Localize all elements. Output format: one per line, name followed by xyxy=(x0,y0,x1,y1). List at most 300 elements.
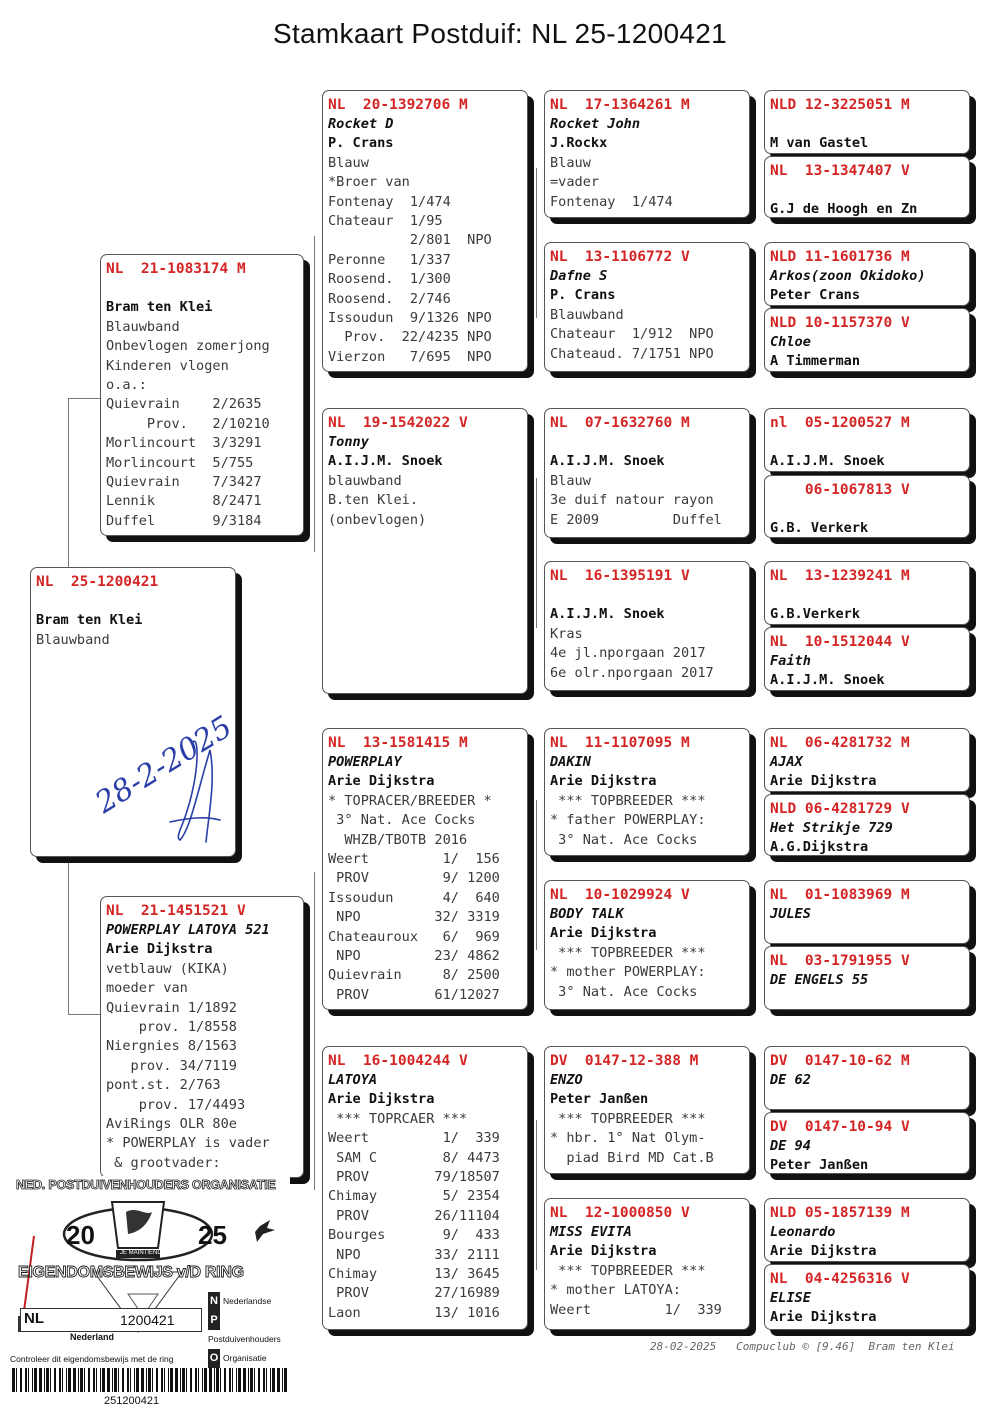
connector-line xyxy=(68,858,69,1014)
npo-letter: N xyxy=(208,1292,220,1311)
pigeon-name: Leonardo xyxy=(770,1224,836,1240)
connector-line xyxy=(68,398,102,399)
info-line: Blauw xyxy=(328,154,369,171)
info-line: Chateauroux 6/ 969 xyxy=(328,928,500,945)
barcode-bar xyxy=(25,1368,27,1392)
info-line: Roosend. 1/300 xyxy=(328,271,451,288)
pigeon-card-gg-1 xyxy=(764,90,970,154)
info-line: *Broer van xyxy=(328,174,410,191)
connector-line xyxy=(536,800,537,950)
pigeon-name: Arkos(zoon Okidoko) xyxy=(770,268,926,284)
info-line: Chateaur 1/95 xyxy=(328,213,443,230)
info-line: Peronne 1/337 xyxy=(328,251,451,268)
pigeon-icon xyxy=(255,1220,275,1242)
ring-number: 1200421 xyxy=(120,1312,175,1328)
info-line: Bourges 9/ 433 xyxy=(328,1227,500,1244)
info-line: Weert 1/ 339 xyxy=(328,1130,500,1147)
barcode-bar xyxy=(73,1368,76,1392)
owner-name: G.B.Verkerk xyxy=(770,606,861,623)
barcode-bar xyxy=(16,1368,17,1392)
owner-name: A Timmerman xyxy=(770,353,861,370)
owner-name: Arie Dijkstra xyxy=(770,1309,877,1326)
info-line: Niergnies 8/1563 xyxy=(106,1038,237,1055)
owner-name: A.I.J.M. Snoek xyxy=(550,453,665,470)
barcode-bar xyxy=(270,1368,271,1392)
info-line: Blauwband xyxy=(36,631,110,648)
info-line: Quievrain 7/3427 xyxy=(106,474,262,491)
pigeon-name: Rocket John xyxy=(550,116,641,132)
owner-name: M van Gastel xyxy=(770,135,869,152)
barcode-bar xyxy=(204,1368,207,1392)
ring-number-header: NLD 06-4281729 V xyxy=(770,801,910,817)
barcode-bar xyxy=(263,1368,265,1392)
owner-name: Arie Dijkstra xyxy=(106,941,213,958)
connector-line xyxy=(536,478,537,628)
info-line: prov. 34/7119 xyxy=(106,1057,237,1074)
barcode-bar xyxy=(238,1368,241,1392)
ring-number-header: DV 0147-12-388 M xyxy=(550,1053,699,1069)
ring-number-header: NL 17-1364261 M xyxy=(550,97,690,113)
npo-logo xyxy=(208,1292,290,1368)
info-line: Issoudun 4/ 640 xyxy=(328,889,500,906)
owner-name: Arie Dijkstra xyxy=(550,925,657,942)
pigeon-name: Rocket D xyxy=(328,116,394,132)
pigeon-card-mother xyxy=(100,896,304,1178)
barcode-bar xyxy=(127,1368,129,1392)
owner-name: Arie Dijkstra xyxy=(550,773,657,790)
barcode-bar xyxy=(96,1368,97,1392)
barcode-bar xyxy=(84,1368,85,1392)
barcode-bar xyxy=(93,1368,95,1392)
connector-line xyxy=(314,872,315,1190)
barcode-bar xyxy=(152,1368,153,1392)
pigeon-name: DE 62 xyxy=(770,1072,811,1088)
ring-number-header: NL 10-1512044 V xyxy=(770,634,910,650)
pigeon-name: POWERPLAY xyxy=(328,754,402,770)
info-line: NPO 32/ 3319 xyxy=(328,909,500,926)
pigeon-card-mm-mother xyxy=(544,1198,750,1330)
owner-name: P. Crans xyxy=(328,135,394,152)
info-line xyxy=(770,586,963,605)
info-line: Duffel 9/3184 xyxy=(106,512,262,529)
info-line: Onbevlogen zomerjong xyxy=(106,338,270,355)
ring-number-header: NL 25-1200421 xyxy=(36,574,159,590)
info-line: Morlincourt 3/3291 xyxy=(106,435,262,452)
info-line: * POWERPLAY is vader xyxy=(106,1135,270,1152)
ring-number-header: NLD 10-1157370 V xyxy=(770,315,910,331)
ring-number-header: 06-1067813 V xyxy=(770,482,910,498)
barcode-bar xyxy=(59,1368,61,1392)
info-line: * father POWERPLAY: xyxy=(550,812,706,829)
info-line: *** TOPBREEDER *** xyxy=(550,1110,706,1127)
info-line: * hbr. 1° Nat Olym- xyxy=(550,1130,706,1147)
barcode-bar xyxy=(175,1368,178,1392)
barcode-bar xyxy=(100,1368,101,1392)
barcode-bar xyxy=(258,1368,260,1392)
info-line: Kras xyxy=(550,625,583,642)
barcode-bar xyxy=(102,1368,105,1392)
certificate-org-name: NED. POSTDUIVENHOUDERS ORGANISATIE xyxy=(16,1178,276,1192)
pigeon-card-gg-9 xyxy=(764,728,970,792)
info-line: Quievrain 2/2635 xyxy=(106,396,262,413)
barcode-bar xyxy=(141,1368,144,1392)
info-line: WHZB/TBOTB 2016 xyxy=(328,831,468,848)
ring-number-header: NL 07-1632760 M xyxy=(550,415,690,431)
certificate-year-left: 20 xyxy=(66,1220,95,1250)
info-line: Laon 13/ 1016 xyxy=(328,1304,500,1321)
info-line xyxy=(550,433,743,452)
pigeon-card-mother-mother xyxy=(322,1046,528,1330)
info-line: Issoudun 9/1326 NPO xyxy=(328,310,492,327)
npo-line: Nederlandse xyxy=(223,1296,272,1306)
barcode-bar xyxy=(164,1368,165,1392)
pigeon-card-gg-14 xyxy=(764,1112,970,1174)
owner-name: Peter Janßen xyxy=(770,1157,869,1174)
npo-line: Organisatie xyxy=(223,1353,267,1363)
barcode-bar xyxy=(88,1368,90,1392)
info-line: Roosend. 2/746 xyxy=(328,290,451,307)
pigeon-card-mf-mother xyxy=(544,880,750,1010)
info-line: 3° Nat. Ace Cocks xyxy=(328,812,476,829)
barcode-bar xyxy=(232,1368,233,1392)
barcode-bar xyxy=(229,1368,231,1392)
barcode-bar xyxy=(195,1368,197,1392)
owner-name: Bram ten Klei xyxy=(106,299,213,316)
ring-number-header: NL 03-1791955 V xyxy=(770,953,910,969)
info-line: Kinderen vlogen xyxy=(106,357,229,374)
ring-number-header: NL 04-4256316 V xyxy=(770,1271,910,1287)
connector-line xyxy=(536,168,537,318)
info-line: NPO 23/ 4862 xyxy=(328,948,500,965)
barcode xyxy=(12,1368,290,1392)
info-line: B.ten Klei. xyxy=(328,492,419,509)
npo-letter: P xyxy=(208,1311,220,1330)
barcode-bar xyxy=(161,1368,163,1392)
info-line: Fontenay 1/474 xyxy=(328,193,451,210)
owner-name: G.B. Verkerk xyxy=(770,520,869,537)
pigeon-card-gg-6 xyxy=(764,475,970,538)
pigeon-card-gg-5 xyxy=(764,408,970,472)
info-line: =vader xyxy=(550,174,600,191)
pigeon-card-gg-15 xyxy=(764,1198,970,1262)
pigeon-card-ff-mother xyxy=(544,242,750,372)
barcode-bar xyxy=(186,1368,187,1392)
barcode-bar xyxy=(148,1368,151,1392)
connector-line xyxy=(314,236,315,552)
barcode-bar xyxy=(224,1368,226,1392)
owner-name: A.G.Dijkstra xyxy=(770,839,869,856)
barcode-bar xyxy=(66,1368,67,1392)
ring-number-header: nl 05-1200527 M xyxy=(770,415,910,431)
pigeon-card-gg-2 xyxy=(764,156,970,218)
ring-number-header: NL 13-1347407 V xyxy=(770,163,910,179)
pigeon-name: Het Strikje 729 xyxy=(770,820,893,836)
pigeon-card-gg-13 xyxy=(764,1046,970,1110)
info-line: * mother POWERPLAY: xyxy=(550,964,706,981)
ring-number-header: DV 0147-10-62 M xyxy=(770,1053,910,1069)
pigeon-name: LATOYA xyxy=(328,1072,378,1088)
pigeon-name: Tonny xyxy=(328,434,369,450)
ring-certificate xyxy=(8,1176,290,1412)
info-line: * mother LATOYA: xyxy=(550,1282,681,1299)
barcode-bar xyxy=(236,1368,237,1392)
barcode-bar xyxy=(54,1368,56,1392)
barcode-bar xyxy=(39,1368,42,1392)
ring-number-header: NLD 11-1601736 M xyxy=(770,249,910,265)
info-line xyxy=(36,592,229,611)
ring-number-header: NLD 12-3225051 M xyxy=(770,97,910,113)
barcode-bar xyxy=(216,1368,219,1392)
barcode-bar xyxy=(266,1368,267,1392)
owner-name: A.I.J.M. Snoek xyxy=(770,453,885,470)
barcode-bar xyxy=(20,1368,22,1392)
pigeon-card-gg-3 xyxy=(764,242,970,306)
pigeon-card-ff-father xyxy=(544,90,750,218)
pigeon-card-mf-father xyxy=(544,728,750,856)
connector-line xyxy=(536,1120,537,1270)
pigeon-card-mm-father xyxy=(544,1046,750,1174)
pigeon-name: Chloe xyxy=(770,334,811,350)
pigeon-name: DE ENGELS 55 xyxy=(770,972,869,988)
pigeon-name: AJAX xyxy=(770,754,803,770)
ring-number-header: NL 06-4281732 M xyxy=(770,735,910,751)
pigeon-card-gg-16 xyxy=(764,1264,970,1330)
barcode-bar xyxy=(170,1368,173,1392)
pigeon-name: ENZO xyxy=(550,1072,583,1088)
info-line: 3e duif natour rayon xyxy=(550,492,714,509)
owner-name: A.I.J.M. Snoek xyxy=(328,453,443,470)
barcode-bar xyxy=(156,1368,158,1392)
certificate-country: Nederland xyxy=(70,1332,115,1342)
barcode-bar xyxy=(114,1368,117,1392)
info-line: Lennik 8/2471 xyxy=(106,493,262,510)
barcode-bar xyxy=(248,1368,249,1392)
owner-name: P. Crans xyxy=(550,287,616,304)
barcode-bar xyxy=(202,1368,203,1392)
pigeon-name: DAKIN xyxy=(550,754,591,770)
ring-number-header: NL 21-1083174 M xyxy=(106,261,246,277)
barcode-bar xyxy=(44,1368,45,1392)
info-line: & grootvader: xyxy=(106,1154,221,1171)
ring-number-header: NL 16-1004244 V xyxy=(328,1053,468,1069)
barcode-bar xyxy=(136,1368,139,1392)
info-line: NPO 33/ 2111 xyxy=(328,1246,500,1263)
owner-name: Peter Crans xyxy=(770,287,861,304)
info-line: SAM C 8/ 4473 xyxy=(328,1149,500,1166)
barcode-bar xyxy=(168,1368,169,1392)
signature-date-text: 28-2-2025 xyxy=(89,709,239,821)
pigeon-card-gg-12 xyxy=(764,946,970,1010)
info-line: * TOPRACER/BREEDER * xyxy=(328,792,492,809)
connector-line xyxy=(68,1014,102,1015)
info-line: 6e olr.nporgaan 2017 xyxy=(550,664,714,681)
info-line: Blauw xyxy=(550,472,591,489)
barcode-bar xyxy=(214,1368,215,1392)
pigeon-card-gg-8 xyxy=(764,627,970,691)
connector-line xyxy=(68,398,69,568)
barcode-bar xyxy=(28,1368,29,1392)
barcode-bar xyxy=(78,1368,79,1392)
owner-name: J.Rockx xyxy=(550,135,608,152)
ring-number-header: NL 01-1083969 M xyxy=(770,887,910,903)
info-line: Quievrain 1/1892 xyxy=(106,999,237,1016)
npo-line: Postduivenhouders xyxy=(208,1334,281,1344)
info-line: prov. 1/8558 xyxy=(106,1019,237,1036)
info-line: PROV 9/ 1200 xyxy=(328,870,500,887)
info-line: *** TOPBREEDER *** xyxy=(550,944,706,961)
ring-number-header: NL 10-1029924 V xyxy=(550,887,690,903)
pigeon-name: ELISE xyxy=(770,1290,811,1306)
info-line: E 2009 Duffel xyxy=(550,511,722,528)
info-line: Prov. 22/4235 NPO xyxy=(328,329,492,346)
certificate-title: EIGENDOMSBEWIJS v/D RING xyxy=(18,1264,244,1281)
ring-number-header: NL 11-1107095 M xyxy=(550,735,690,751)
pigeon-name: JULES xyxy=(770,906,811,922)
info-line xyxy=(770,115,963,134)
info-line: Blauwband xyxy=(106,318,180,335)
barcode-bar xyxy=(272,1368,275,1392)
pigeon-name: BODY TALK xyxy=(550,906,624,922)
ring-number-header: NL 19-1542022 V xyxy=(328,415,468,431)
owner-name: Bram ten Klei xyxy=(36,612,143,629)
info-line: 3° Nat. Ace Cocks xyxy=(550,831,698,848)
info-line: pont.st. 2/763 xyxy=(106,1077,221,1094)
info-line: Vierzon 7/695 NPO xyxy=(328,348,492,365)
pigeon-card-mother-father xyxy=(322,728,528,1010)
info-line: Prov. 2/10210 xyxy=(106,415,270,432)
barcode-bar xyxy=(118,1368,119,1392)
info-line: PROV 61/12027 xyxy=(328,986,500,1003)
info-line: moeder van xyxy=(106,980,188,997)
info-line xyxy=(770,181,963,200)
barcode-bar xyxy=(34,1368,37,1392)
ring-number-header: NL 21-1451521 V xyxy=(106,903,246,919)
info-line xyxy=(770,500,963,519)
barcode-bar xyxy=(50,1368,51,1392)
info-line: prov. 17/4493 xyxy=(106,1096,246,1113)
pigeon-card-gg-10 xyxy=(764,794,970,856)
ring-number-header: NL 20-1392706 M xyxy=(328,97,468,113)
pigeon-name: DE 94 xyxy=(770,1138,811,1154)
certificate-year-right: 25 xyxy=(198,1220,227,1250)
barcode-bar xyxy=(46,1368,49,1392)
barcode-bar xyxy=(250,1368,253,1392)
info-line xyxy=(550,586,743,605)
pigeon-name: MISS EVITA xyxy=(550,1224,632,1240)
info-line: blauwband xyxy=(328,472,402,489)
barcode-bar xyxy=(282,1368,283,1392)
barcode-bar xyxy=(190,1368,192,1392)
info-line: *** TOPRCAER *** xyxy=(328,1110,468,1127)
owner-name: Arie Dijkstra xyxy=(550,1243,657,1260)
barcode-bar xyxy=(32,1368,33,1392)
info-line: PROV 27/16989 xyxy=(328,1285,500,1302)
barcode-bar xyxy=(182,1368,185,1392)
info-line: Fontenay 1/474 xyxy=(550,193,673,210)
certificate-motto: JE MAINTIENDRAI xyxy=(120,1250,172,1256)
barcode-bar xyxy=(209,1368,212,1392)
info-line: Morlincourt 5/755 xyxy=(106,454,254,471)
npo-letter: O xyxy=(208,1349,220,1368)
info-line: Chimay 13/ 3645 xyxy=(328,1266,500,1283)
barcode-bar xyxy=(146,1368,147,1392)
pigeon-name: Dafne S xyxy=(550,268,608,284)
barcode-bar xyxy=(284,1368,287,1392)
barcode-bar xyxy=(130,1368,131,1392)
owner-name: Peter Janßen xyxy=(550,1091,649,1108)
barcode-bar xyxy=(134,1368,135,1392)
ring-number-header: NL 16-1395191 V xyxy=(550,568,690,584)
info-line xyxy=(770,433,963,452)
certificate-control-text: Controleer dit eigendomsbewijs met de ring xyxy=(10,1354,174,1364)
ring-number-header: NL 13-1106772 V xyxy=(550,249,690,265)
barcode-bar xyxy=(12,1368,15,1392)
info-line: Chateaud. 7/1751 NPO xyxy=(550,345,714,362)
pigeon-card-father xyxy=(100,254,304,536)
info-line: (onbevlogen) xyxy=(328,511,427,528)
barcode-bar xyxy=(198,1368,199,1392)
pigeon-card-fm-father xyxy=(544,408,750,538)
ring-number-header: NL 13-1581415 M xyxy=(328,735,468,751)
info-line: Weert 1/ 156 xyxy=(328,851,500,868)
info-line: vetblauw (KIKA) xyxy=(106,960,229,977)
owner-name: A.I.J.M. Snoek xyxy=(550,606,665,623)
pigeon-card-fm-mother xyxy=(544,561,750,691)
barcode-bar xyxy=(180,1368,181,1392)
pigeon-card-gg-11 xyxy=(764,880,970,944)
pigeon-name: Faith xyxy=(770,653,811,669)
info-line: 2/801 NPO xyxy=(328,232,492,249)
info-line: 3° Nat. Ace Cocks xyxy=(550,983,698,1000)
owner-name: G.J de Hoogh en Zn xyxy=(770,201,918,218)
page-title: Stamkaart Postduif: NL 25-1200421 xyxy=(272,18,728,49)
info-line: Blauwband xyxy=(550,306,624,323)
info-line: *** TOPBREEDER *** xyxy=(550,792,706,809)
ring-country-code: NL xyxy=(24,1310,44,1327)
info-line: Weert 1/ 339 xyxy=(550,1301,722,1318)
ring-number-header: DV 0147-10-94 V xyxy=(770,1119,910,1135)
barcode-bar xyxy=(122,1368,124,1392)
info-line: *** TOPBREEDER *** xyxy=(550,1262,706,1279)
pigeon-card-father-father xyxy=(322,90,528,372)
info-line: PROV 26/11104 xyxy=(328,1207,500,1224)
barcode-bar xyxy=(220,1368,221,1392)
barcode-bar xyxy=(277,1368,280,1392)
info-line xyxy=(106,279,297,298)
owner-name: A.I.J.M. Snoek xyxy=(770,672,885,689)
barcode-bar xyxy=(107,1368,110,1392)
barcode-number: 251200421 xyxy=(104,1395,160,1407)
owner-name: Arie Dijkstra xyxy=(328,773,435,790)
info-line: PROV 79/18507 xyxy=(328,1169,500,1186)
pigeon-card-gg-4 xyxy=(764,308,970,372)
info-line: o.a.: xyxy=(106,377,147,394)
pigeon-card-gg-7 xyxy=(764,561,970,625)
info-line: Quievrain 8/ 2500 xyxy=(328,967,500,984)
owner-name: Arie Dijkstra xyxy=(770,773,877,790)
owner-name: Arie Dijkstra xyxy=(328,1091,435,1108)
footer-text: 28-02-2025 Compuclub © [9.46] Bram ten Klei xyxy=(650,1340,955,1353)
info-line: Chimay 5/ 2354 xyxy=(328,1188,500,1205)
handwritten-signature xyxy=(80,670,250,850)
ring-number-header: NL 12-1000850 V xyxy=(550,1205,690,1221)
info-line: Chateaur 1/912 NPO xyxy=(550,326,714,343)
barcode-bar xyxy=(80,1368,83,1392)
ring-number-header: NLD 05-1857139 M xyxy=(770,1205,910,1221)
info-line: 4e jl.nporgaan 2017 xyxy=(550,645,706,662)
barcode-bar xyxy=(254,1368,255,1392)
barcode-bar xyxy=(68,1368,71,1392)
